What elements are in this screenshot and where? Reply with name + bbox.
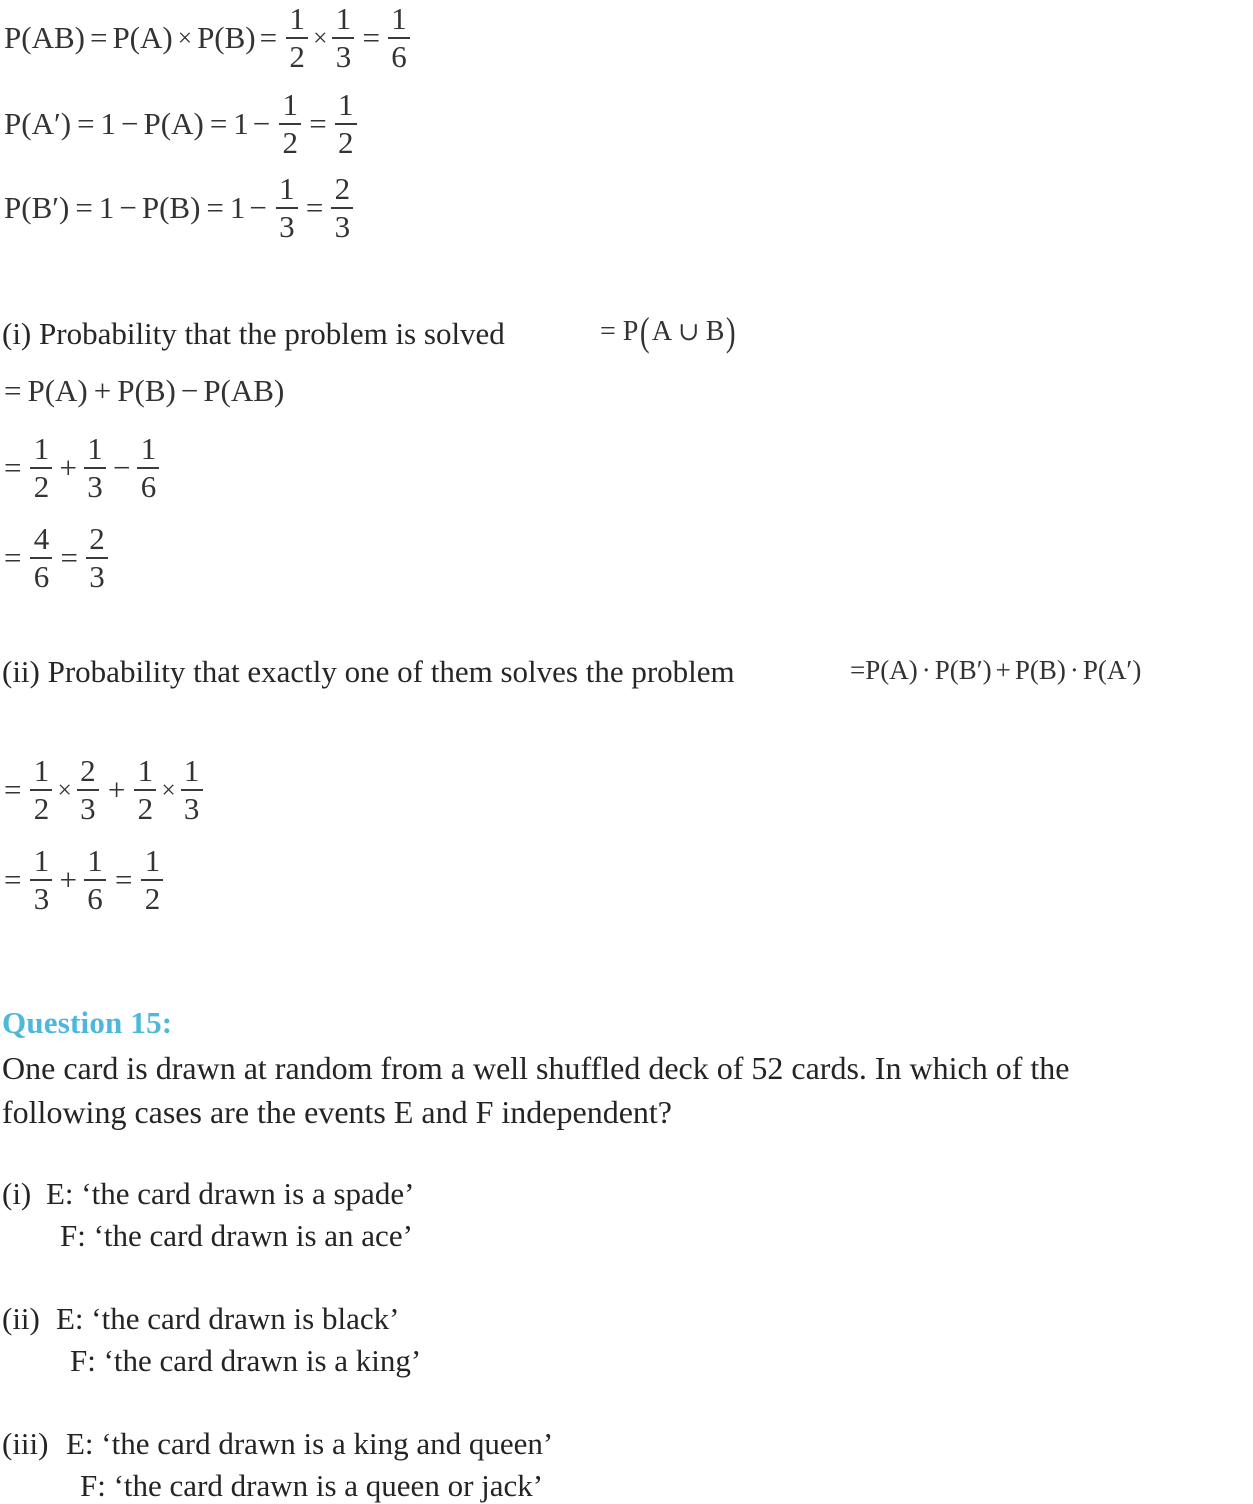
p2-plus: + bbox=[995, 654, 1011, 685]
eq-pa-prime-minus-2: − bbox=[252, 106, 271, 141]
part-i-line-3 bbox=[4, 430, 164, 506]
eq-pa-prime-minus-1: − bbox=[121, 106, 139, 141]
denominator: 3 bbox=[335, 39, 352, 74]
numerator: 1 bbox=[33, 753, 50, 789]
p1l3-fraction-third bbox=[84, 433, 106, 502]
p2-pb-prime: P(B′) bbox=[934, 654, 992, 685]
part-ii-label: (ii) Probability that exactly one of them solves the problem bbox=[2, 654, 735, 689]
question-heading: Question 15: bbox=[2, 1005, 173, 1040]
p2-pb: P(B) bbox=[1014, 654, 1066, 685]
case-ii-event-e: E: ‘the card drawn is black’ bbox=[56, 1301, 400, 1336]
part-i-open-paren: ( bbox=[640, 308, 650, 354]
part-i-event-b: B bbox=[705, 316, 725, 347]
numerator: 1 bbox=[391, 1, 407, 37]
part-i-inline-formula bbox=[600, 310, 738, 354]
part-i-close-paren: ) bbox=[726, 308, 737, 354]
p1l2-plus: + bbox=[93, 373, 112, 408]
eq-pa-prime-equals-1: = bbox=[77, 106, 95, 141]
p2-pa-prime: P(A′) bbox=[1082, 654, 1142, 685]
p2l2-fraction-third bbox=[181, 755, 203, 824]
p2-pa: P(A) bbox=[865, 654, 918, 685]
equation-p-a-complement bbox=[4, 87, 362, 160]
p1l2-equals: = bbox=[4, 373, 22, 408]
p1l3-plus: + bbox=[59, 450, 77, 485]
eq-p-ab-fraction-sixth bbox=[388, 3, 410, 72]
part-i-line-4 bbox=[4, 520, 113, 596]
part-i-equals: = bbox=[600, 316, 616, 347]
numerator: 1 bbox=[144, 843, 161, 879]
numerator: 1 bbox=[338, 87, 354, 123]
eq-pb-prime-equals-3: = bbox=[305, 190, 324, 225]
numerator: 1 bbox=[279, 171, 295, 207]
denominator: 2 bbox=[33, 469, 50, 504]
eq-pb-prime-fraction-third bbox=[276, 173, 298, 242]
p2-equals: = bbox=[850, 654, 866, 685]
denominator: 2 bbox=[137, 791, 154, 826]
part-ii-line-2 bbox=[4, 752, 208, 828]
p2l3-fraction-half bbox=[141, 845, 163, 914]
p1l3-equals: = bbox=[4, 450, 22, 485]
p1l4-equals-2: = bbox=[60, 540, 78, 575]
eq-pb-prime-minus-1: − bbox=[119, 190, 137, 225]
eq-pb-prime-pb: P(B) bbox=[141, 190, 201, 225]
eq-p-ab-times-1: × bbox=[177, 23, 193, 52]
eq-p-ab-equals-2: = bbox=[259, 20, 278, 55]
p1l2-minus: − bbox=[180, 373, 199, 408]
denominator: 6 bbox=[391, 39, 407, 74]
eq-p-ab-fraction-half bbox=[286, 3, 308, 72]
eq-pb-prime-equals-2: = bbox=[206, 190, 224, 225]
case-i-event-e: E: ‘the card drawn is a spade’ bbox=[46, 1176, 415, 1211]
p2l3-plus: + bbox=[59, 862, 77, 897]
p1l3-fraction-half bbox=[30, 433, 52, 502]
denominator: 3 bbox=[33, 881, 50, 916]
denominator: 2 bbox=[33, 791, 50, 826]
eq-p-ab-lhs: P(AB) bbox=[4, 20, 85, 55]
eq-p-ab-equals-1: = bbox=[89, 20, 108, 55]
p2l3-fraction-sixth bbox=[84, 845, 106, 914]
question-body-line-1: One card is drawn at random from a well shuffled deck of 52 cards. In which of the bbox=[2, 1050, 1070, 1086]
eq-p-ab-times-2: × bbox=[313, 23, 328, 52]
denominator: 6 bbox=[87, 881, 103, 916]
p2l3-equals-2: = bbox=[114, 862, 133, 897]
p2l2-plus: + bbox=[107, 772, 126, 807]
part-i-p: P bbox=[622, 316, 639, 347]
eq-pa-prime-one-1: 1 bbox=[100, 106, 117, 141]
eq-pb-prime-minus-2: − bbox=[249, 190, 267, 225]
p2l2-equals: = bbox=[4, 772, 22, 807]
p1l4-equals-1: = bbox=[4, 540, 22, 575]
eq-p-ab-pb: P(B) bbox=[197, 20, 256, 55]
eq-pb-prime-one-1: 1 bbox=[98, 190, 115, 225]
part-i-event-a: A bbox=[651, 316, 673, 347]
eq-pb-prime-one-2: 1 bbox=[229, 190, 246, 225]
denominator: 2 bbox=[282, 125, 299, 160]
p2l2-fraction-two-thirds bbox=[77, 755, 99, 824]
denominator: 3 bbox=[89, 559, 105, 594]
p2l2-fraction-half-2 bbox=[134, 755, 156, 824]
eq-pa-prime-equals-2: = bbox=[209, 106, 228, 141]
part-i-label: (i) Probability that the problem is solved bbox=[2, 316, 505, 351]
part-ii-inline-formula bbox=[850, 648, 1141, 692]
denominator: 3 bbox=[183, 791, 200, 826]
numerator: 1 bbox=[282, 87, 299, 123]
case-iii-marker: (iii) bbox=[2, 1426, 49, 1461]
p2l2-times-2: × bbox=[161, 775, 176, 804]
p1l2-pb: P(B) bbox=[117, 373, 176, 408]
denominator: 3 bbox=[87, 469, 103, 504]
eq-pb-prime-fraction-two-thirds bbox=[331, 173, 353, 242]
eq-pa-prime-fraction-half-2 bbox=[335, 89, 357, 158]
eq-pa-prime-pa: P(A) bbox=[143, 106, 204, 141]
denominator: 6 bbox=[33, 559, 50, 594]
numerator: 2 bbox=[89, 521, 105, 557]
eq-pb-prime-lhs: P(B′) bbox=[4, 190, 70, 225]
p1l4-fraction-two-thirds bbox=[86, 523, 108, 592]
case-i-marker: (i) bbox=[2, 1176, 32, 1211]
denominator: 3 bbox=[279, 209, 295, 244]
eq-p-ab-pa: P(A) bbox=[112, 20, 173, 55]
part-ii-line-3 bbox=[4, 842, 168, 918]
p2-dot-1: · bbox=[921, 654, 931, 685]
p2l3-fraction-third bbox=[30, 845, 52, 914]
equation-p-b-complement bbox=[4, 171, 358, 244]
p1l3-fraction-sixth bbox=[137, 433, 159, 502]
p2l2-times-1: × bbox=[57, 775, 72, 804]
p1l3-minus: − bbox=[112, 450, 131, 485]
numerator: 1 bbox=[33, 843, 50, 879]
numerator: 1 bbox=[289, 1, 305, 37]
eq-p-ab-equals-3: = bbox=[362, 20, 380, 55]
denominator: 6 bbox=[140, 469, 157, 504]
denominator: 3 bbox=[334, 209, 351, 244]
eq-pa-prime-lhs: P(A′) bbox=[4, 106, 72, 141]
eq-pb-prime-equals-1: = bbox=[75, 190, 93, 225]
denominator: 2 bbox=[338, 125, 354, 160]
question-body-line-2: following cases are the events E and F independent? bbox=[2, 1094, 672, 1130]
eq-pa-prime-fraction-half-1 bbox=[279, 89, 301, 158]
eq-pa-prime-one-2: 1 bbox=[233, 106, 249, 141]
eq-p-ab-fraction-third bbox=[332, 3, 354, 72]
case-iii-event-f: F: ‘the card drawn is a queen or jack’ bbox=[80, 1468, 544, 1503]
numerator: 1 bbox=[140, 431, 157, 467]
case-i-event-f: F: ‘the card drawn is an ace’ bbox=[60, 1218, 413, 1253]
p1l4-fraction-four-sixths bbox=[30, 523, 52, 592]
denominator: 2 bbox=[144, 881, 161, 916]
numerator: 1 bbox=[335, 1, 352, 37]
denominator: 2 bbox=[289, 39, 305, 74]
p1l2-pa: P(A) bbox=[27, 373, 88, 408]
union-icon: ∪ bbox=[678, 317, 700, 346]
numerator: 1 bbox=[87, 843, 103, 879]
p1l2-pab: P(AB) bbox=[203, 373, 285, 408]
denominator: 3 bbox=[80, 791, 96, 826]
numerator: 2 bbox=[334, 171, 351, 207]
part-i-line-2 bbox=[4, 368, 284, 414]
numerator: 4 bbox=[33, 521, 50, 557]
case-ii-event-f: F: ‘the card drawn is a king’ bbox=[70, 1343, 422, 1378]
p2l3-equals-1: = bbox=[4, 862, 22, 897]
numerator: 1 bbox=[183, 753, 200, 789]
numerator: 1 bbox=[33, 431, 50, 467]
case-iii-event-e: E: ‘the card drawn is a king and queen’ bbox=[66, 1426, 554, 1461]
numerator: 1 bbox=[137, 753, 154, 789]
eq-pa-prime-equals-3: = bbox=[309, 106, 327, 141]
p2l2-fraction-half-1 bbox=[30, 755, 52, 824]
numerator: 2 bbox=[80, 753, 96, 789]
equation-p-ab bbox=[4, 1, 415, 74]
case-ii-marker: (ii) bbox=[2, 1301, 40, 1336]
numerator: 1 bbox=[87, 431, 103, 467]
p2-dot-2: · bbox=[1069, 654, 1079, 685]
